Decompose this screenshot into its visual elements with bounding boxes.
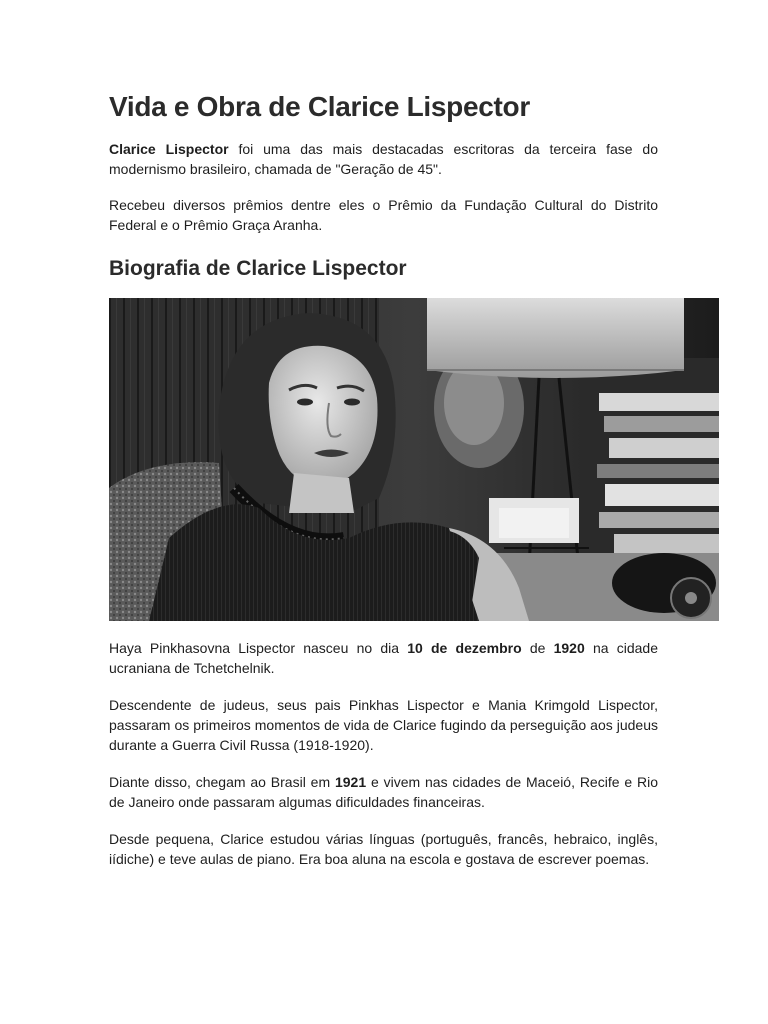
- intro-paragraph-1: [109, 139, 658, 179]
- article: [109, 88, 658, 869]
- intro-paragraph-1-text: foi uma das mais destacadas escritoras da terceira fase do modernismo brasileiro, chamada de "Geração de 45".: [109, 141, 658, 177]
- intro-paragraph-2: Recebeu diversos prêmios dentre eles o Prêmio da Fundação Cultural do Distrito Federal e o Prêmio Graça Aranha.: [109, 197, 658, 233]
- bio-paragraph-1: [109, 638, 658, 678]
- bio-paragraph-1-d: na cidade ucraniana de Tchetchelnik.: [109, 640, 658, 676]
- bio-paragraph-3-a: Diante disso, chegam ao Brasil em: [109, 774, 335, 790]
- bio-paragraph-1-c: de: [521, 640, 554, 656]
- bio-paragraph-4: Desde pequena, Clarice estudou várias línguas (português, francês, hebraico, inglês, iídiche) e teve aulas de piano. Era boa aluna na escola e gostava de escrever poemas.: [109, 831, 658, 867]
- page-title: Vida e Obra de Clarice Lispector: [109, 91, 530, 122]
- section-heading: Biografia de Clarice Lispector: [109, 257, 407, 280]
- bio-paragraph-3-c: e vivem nas cidades de Maceió, Recife e Rio de Janeiro onde passaram algumas dificuldades financeiras.: [109, 774, 658, 810]
- bio-paragraph-2: Descendente de judeus, seus pais Pinkhas Lispector e Mania Krimgold Lispector, passaram os primeiros momentos de vida de Clarice fugindo da perseguição aos judeus durante a Guerra Civil Russa (1918-1920).: [109, 697, 658, 753]
- birth-year-bold: 1920: [553, 640, 585, 656]
- bio-paragraph-3: [109, 772, 658, 812]
- author-name-bold: Clarice Lispector: [109, 141, 229, 157]
- birth-date-bold: 10 de dezembro: [407, 640, 522, 656]
- photo-illustration: [109, 298, 719, 621]
- author-photo: [109, 298, 719, 621]
- bio-paragraph-1-a: Haya Pinkhasovna Lispector nasceu no dia: [109, 640, 408, 656]
- arrival-year-bold: 1921: [334, 774, 367, 790]
